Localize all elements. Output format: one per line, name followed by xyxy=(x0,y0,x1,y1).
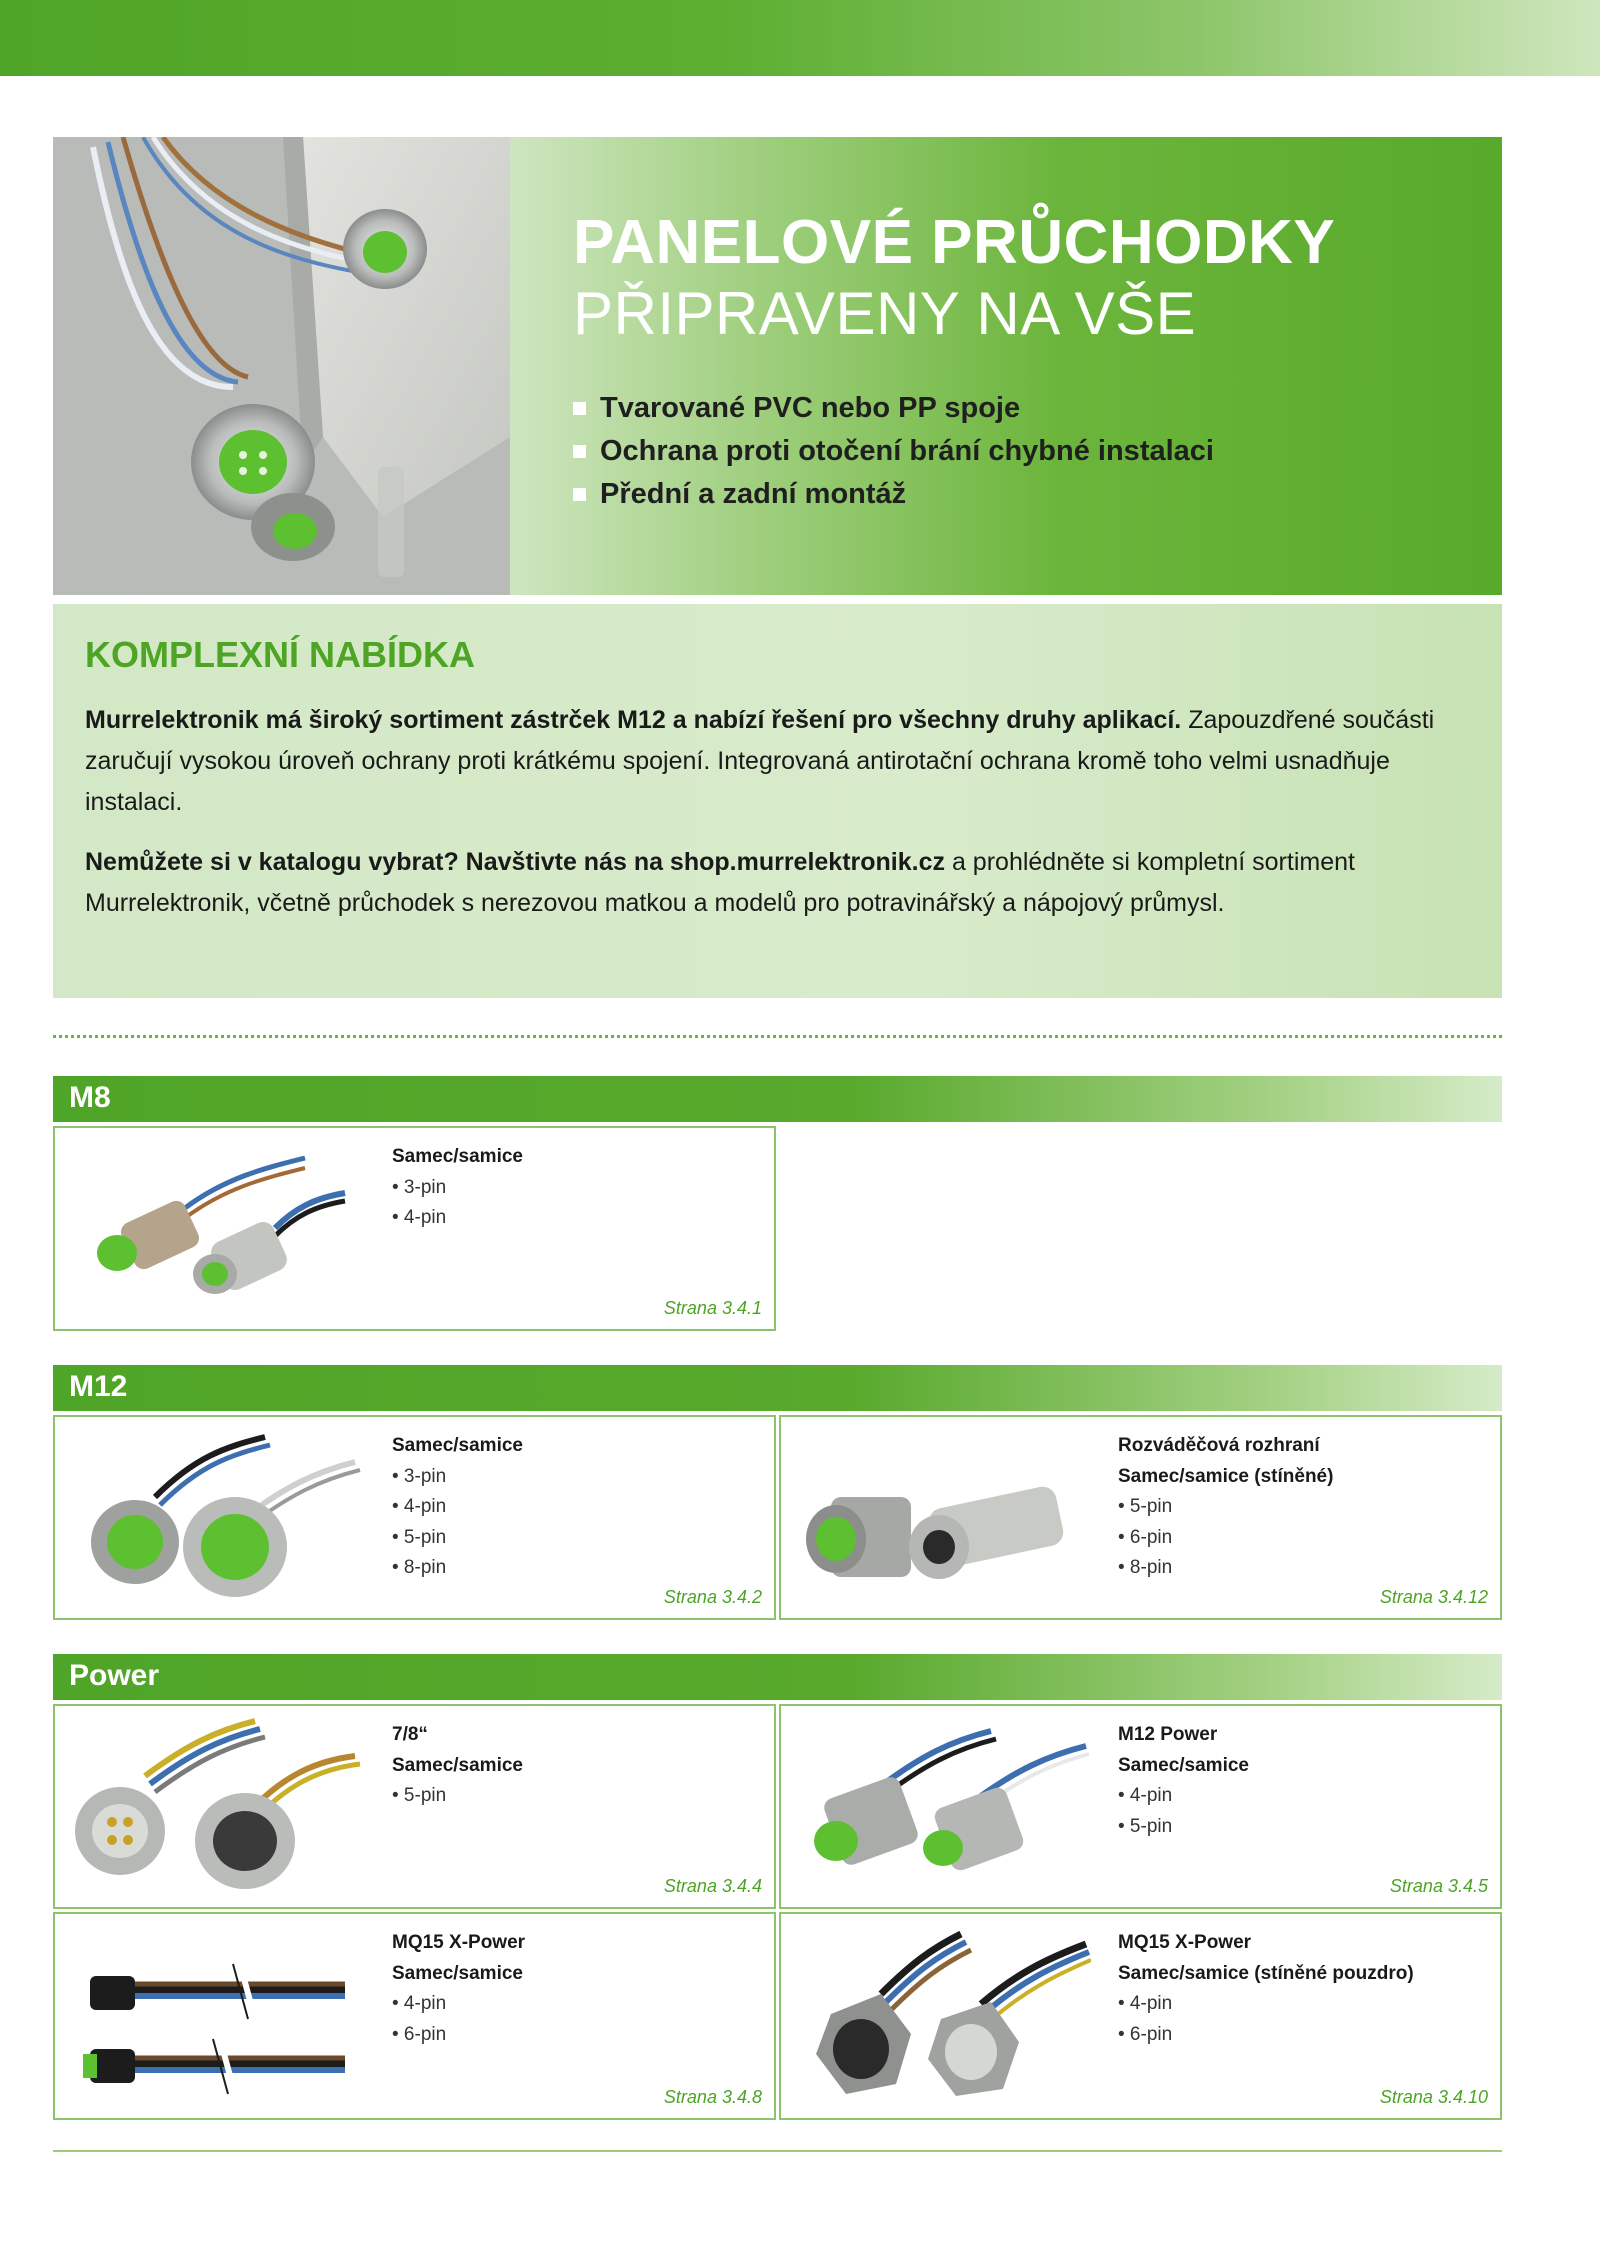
product-card-mq15[interactable] xyxy=(53,1912,776,2120)
connector-photo-icon xyxy=(791,1924,1091,2112)
card-text: Samec/samice • 3-pin • 4-pin • 5-pin • 8-pin xyxy=(392,1435,523,1578)
square-bullet-icon xyxy=(573,488,586,501)
square-bullet-icon xyxy=(573,402,586,415)
connector-photo-icon xyxy=(65,1427,365,1612)
product-card-mq15-shielded[interactable] xyxy=(779,1912,1502,2120)
offer-title: KOMPLEXNÍ NABÍDKA xyxy=(85,634,476,675)
product-card-m12-standard[interactable] xyxy=(53,1415,776,1620)
hero-feature-item: Ochrana proti otočení brání chybné instalaci xyxy=(573,430,1214,473)
card-text: Samec/samice • 3-pin • 4-pin xyxy=(392,1146,523,1228)
hero-banner xyxy=(53,137,1502,595)
card-text: MQ15 X-Power Samec/samice (stíněné pouzdro) • 4-pin • 6-pin xyxy=(1118,1932,1414,2045)
connector-photo-icon xyxy=(791,1427,1091,1612)
page-reference: Strana 3.4.4 xyxy=(663,1876,762,1896)
offer-box xyxy=(53,604,1502,998)
page-reference: Strana 3.4.5 xyxy=(1389,1876,1488,1896)
hero-feature-item: Přední a zadní montáž xyxy=(573,473,1214,516)
section-header-power: Power xyxy=(53,1654,1502,1700)
page-reference: Strana 3.4.12 xyxy=(1379,1587,1488,1607)
page-reference: Strana 3.4.2 xyxy=(663,1587,762,1607)
hero-green-panel xyxy=(510,137,1502,595)
card-text: M12 Power Samec/samice • 4-pin • 5-pin xyxy=(1118,1724,1249,1837)
connector-photo-icon xyxy=(65,1716,365,1901)
front-connector-insert xyxy=(219,430,287,494)
section-header-m12: M12 xyxy=(53,1365,1502,1411)
hero-title: PANELOVÉ PRŮCHODKY xyxy=(573,208,1336,277)
hero-feature-item: Tvarované PVC nebo PP spoje xyxy=(573,387,1214,430)
rear-connector-insert xyxy=(363,231,407,273)
product-card-power-7-8[interactable] xyxy=(53,1704,776,1909)
page-reference: Strana 3.4.10 xyxy=(1379,2087,1488,2107)
product-card-m12-power[interactable] xyxy=(779,1704,1502,1909)
hero-feature-list xyxy=(573,387,1214,516)
bottom-divider xyxy=(53,2150,1502,2152)
hero-subtitle: PŘIPRAVENY NA VŠE xyxy=(573,280,1197,347)
connector-photo-icon xyxy=(65,1924,365,2112)
offer-paragraph-1: Murrelektronik má široký sortiment zástrček M12 a nabízí řešení pro všechny druhy aplikací. Zapouzdřené součásti zaručují vysokou úroveň ochrany proti krátkému spojení. Integrovaná antirotační ochrana kromě toho velmi usnadňuje instalaci. xyxy=(85,706,1435,816)
card-text: MQ15 X-Power Samec/samice • 4-pin • 6-pin xyxy=(392,1932,526,2045)
connector-photo-icon xyxy=(65,1138,365,1323)
connector-photo-icon xyxy=(791,1716,1091,1901)
section-header-m8: M8 xyxy=(53,1076,1502,1122)
square-bullet-icon xyxy=(573,445,586,458)
card-text: 7/8“ Samec/samice • 5-pin xyxy=(392,1724,523,1806)
page-reference: Strana 3.4.1 xyxy=(663,1298,762,1318)
dotted-divider xyxy=(53,1035,1502,1038)
page-reference: Strana 3.4.8 xyxy=(663,2087,762,2107)
product-card-m8[interactable] xyxy=(53,1126,776,1331)
hero-connector-photo xyxy=(53,137,510,595)
top-green-band xyxy=(0,0,1600,76)
offer-paragraph-2: Nemůžete si v katalogu vybrat? Navštivte nás na shop.murrelektronik.cz a prohlédněte si kompletní sortiment Murrelektronik, včetně průchodek s nerezovou matkou a modelů pro potravinářský a nápojový průmysl. xyxy=(85,848,1355,917)
product-card-m12-cabinet[interactable] xyxy=(779,1415,1502,1620)
card-text: Rozváděčová rozhraní Samec/samice (stíněné) • 5-pin • 6-pin • 8-pin xyxy=(1118,1435,1334,1578)
